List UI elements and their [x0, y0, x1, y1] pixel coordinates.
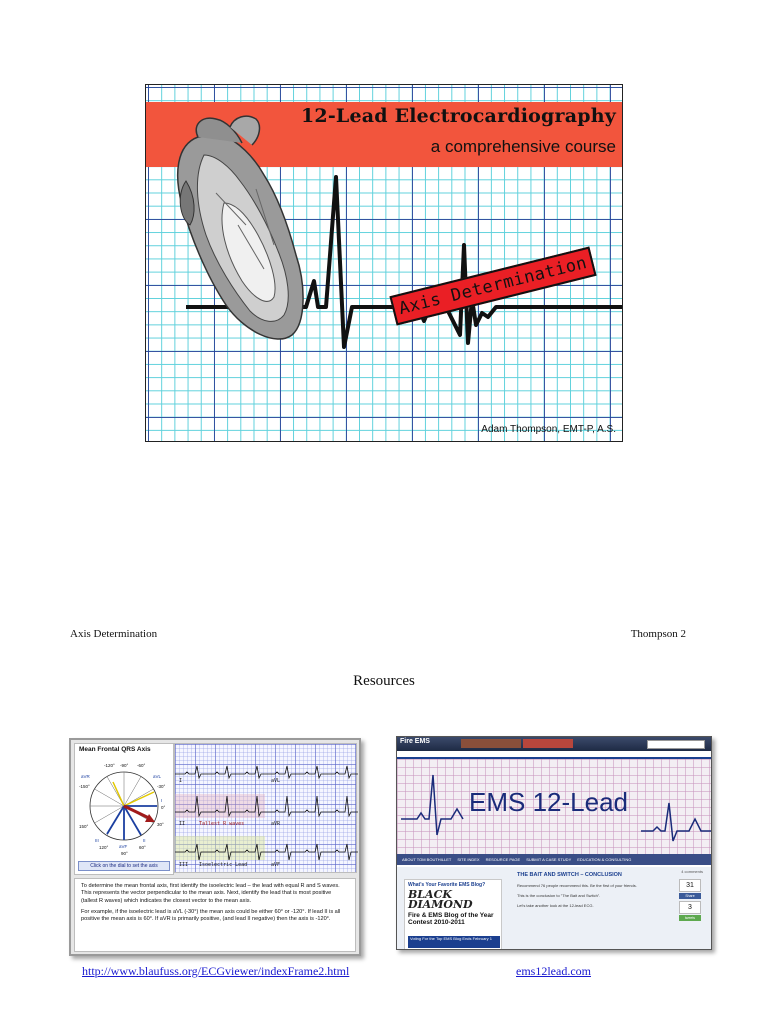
lead-ii-trace — [175, 796, 358, 816]
lead-avl-label: aVL — [271, 778, 281, 784]
nav-item[interactable]: RESOURCE PAGE — [485, 857, 521, 862]
dial-label: II — [143, 838, 146, 843]
tallest-label: Tallest R waves — [199, 821, 245, 827]
cover-author: Adam Thompson, EMT-P, A.S. — [481, 424, 616, 435]
cover-slide — [145, 84, 623, 442]
dial-caption[interactable]: Click on the dial to set the axis — [78, 861, 170, 871]
ecg-viewer-screenshot — [69, 738, 361, 956]
fire-ems-logo: Fire EMS — [400, 738, 430, 745]
badge-label: Axis Determination — [396, 252, 590, 320]
ecg-leads-panel — [174, 743, 357, 873]
nav-item[interactable]: SUBMIT A CASE STUDY — [526, 857, 572, 862]
ad-text: Fire & EMS Blog of the Year Contest 2010-2011 — [408, 912, 494, 926]
instructions-paragraph-2: For example, if the isoelectric lead is aVL (-30°) the mean axis could be either 60° or -120°. If lead II is all positive the mean axis is 60°. If aVR is primarily positive, (and lead II negative) then the axis is -120°. — [81, 908, 341, 923]
ems12lead-link[interactable]: ems12lead.com — [516, 964, 591, 978]
lead-ii-label: II — [179, 821, 186, 827]
post-line: This is the conclusion to "The Bait and Switch". — [517, 893, 601, 898]
site-nav — [397, 854, 711, 865]
dial-label: -30° — [157, 784, 166, 789]
ad-question: What's Your Favorite EMS Blog? — [408, 882, 486, 888]
share-button[interactable]: Share — [679, 893, 701, 899]
site-top-bar — [397, 737, 711, 751]
cover-title: 12-Lead Electrocardiography — [300, 105, 616, 127]
dial-label: I — [161, 798, 163, 803]
resources-heading: Resources — [353, 673, 415, 689]
lead-iii-label: III — [179, 862, 189, 868]
post-line: Recommend 76 people recommend this. Be the first of your friends. — [517, 883, 637, 888]
nav-item[interactable]: SITE INDEX — [457, 857, 480, 862]
dial-label: 90° — [121, 851, 128, 856]
instructions-paragraph-1: To determine the mean frontal axis, first identify the isoelectric lead – the lead with equal R and S waves. This represents the vector perpendicular to the mean axis. Next, identify the lead that is most positive (tallest R waves) which indicates the closest vector to the mean axis. — [81, 883, 340, 904]
dial-label: aVF — [119, 844, 128, 849]
nav-item[interactable]: EDUCATION & CONSULTING — [577, 857, 632, 862]
dial-label: -150° — [79, 784, 90, 789]
dial-label: 150° — [79, 824, 89, 829]
dial-label: -60° — [137, 763, 146, 768]
lead-avf-label: aVF — [271, 862, 281, 868]
dial-label: 60° — [139, 845, 146, 850]
share-count: 31 — [679, 879, 701, 892]
blog-contest-ad[interactable] — [404, 879, 502, 950]
running-header-page: Thompson 2 — [630, 628, 686, 640]
nav-item[interactable]: ABOUT TOM BOUTHILLET — [402, 857, 452, 862]
dial-label: 120° — [99, 845, 109, 850]
running-header-title: Axis Determination — [70, 628, 158, 640]
lead-iii-trace — [175, 844, 358, 860]
site-content — [397, 867, 711, 950]
ecg-viewer-instructions — [74, 878, 356, 952]
dial-label: aVR — [81, 774, 90, 779]
black-diamond-logo — [408, 890, 473, 910]
site-title: EMS 12-Lead — [469, 787, 628, 817]
site-hero — [397, 757, 711, 856]
lead-i-trace — [175, 766, 358, 778]
tweet-button[interactable]: tweets — [679, 915, 701, 921]
logo-line: BLACK — [408, 888, 452, 901]
banner-ad — [523, 739, 573, 748]
logo-line: DIAMOND — [408, 898, 473, 911]
post-title[interactable]: THE BAIT AND SWITCH – CONCLUSION — [517, 872, 622, 878]
lead-avr-label: aVR — [271, 821, 281, 827]
ecg-traces — [175, 744, 358, 874]
lead-i-label: I — [179, 778, 183, 784]
isoelectric-label: Isoelectric Lead — [199, 862, 248, 868]
search-input[interactable] — [647, 740, 705, 749]
comment-count[interactable]: 4 comments — [681, 869, 703, 874]
dial-label: -90° — [120, 763, 129, 768]
dial-title: Mean Frontal QRS Axis — [79, 746, 151, 753]
vote-button[interactable]: Voting For the Top EMS Blog Ends February 1 — [408, 936, 500, 948]
tweet-count: 3 — [679, 901, 701, 914]
axis-dial-panel — [74, 743, 174, 875]
dial-label: III — [95, 838, 99, 843]
blaufuss-link[interactable]: http://www.blaufuss.org/ECGviewer/indexFrame2.html — [82, 964, 350, 978]
cover-subtitle: a comprehensive course — [430, 137, 616, 156]
ems12lead-screenshot — [396, 736, 712, 950]
dial-label: aVL — [153, 774, 162, 779]
banner-ad — [461, 739, 521, 748]
dial-label: 30° — [157, 822, 164, 827]
dial-label: 0° — [161, 805, 166, 810]
post-line: Let's take another look at the 12-lead ECG. — [517, 903, 594, 908]
axis-dial[interactable] — [77, 756, 171, 860]
dial-label: -120° — [104, 763, 115, 768]
